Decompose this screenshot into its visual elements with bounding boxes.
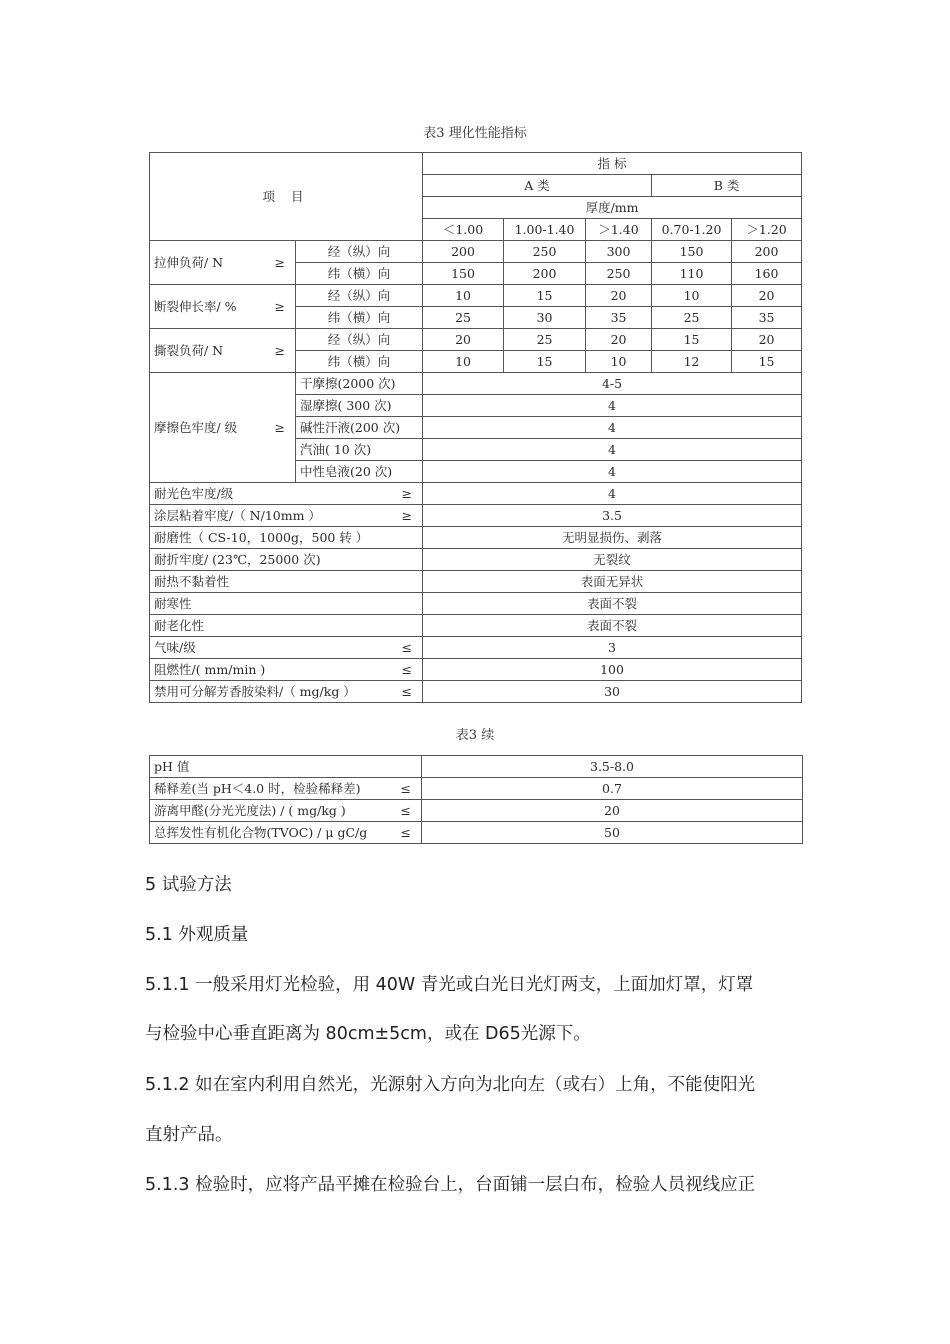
row-label-text: 耐光色牢度/级: [154, 486, 234, 501]
row-label-cell: [150, 505, 423, 527]
table-row: [150, 593, 872, 615]
header-item: 项 目: [150, 153, 423, 241]
table-caption: 表3 理化性能指标: [423, 126, 527, 141]
direction-cell: 经（纵）向: [296, 329, 423, 351]
table-row: [150, 681, 872, 703]
value-cell: 10: [586, 351, 652, 373]
value-cell: 4: [423, 439, 802, 461]
header-sub-col: ＜1.00: [423, 219, 504, 241]
row-label: [154, 417, 291, 438]
value-cell: 3.5-8.0: [422, 756, 803, 778]
value-cell: 15: [504, 351, 586, 373]
physical-chemical-table-continued: [149, 755, 803, 844]
comparison-symbol: ≤: [401, 684, 413, 699]
comparison-symbol: ≥: [274, 255, 285, 270]
value-cell: 150: [652, 241, 732, 263]
value-cell: 20: [586, 285, 652, 307]
table-row: [150, 756, 803, 778]
row-label-cell: [150, 527, 423, 549]
row-label: [154, 778, 417, 799]
value-cell: 无明显损伤、剥落: [423, 527, 802, 549]
sub-item-cell: 碱性汗液(200 次): [296, 417, 423, 439]
row-label-text: 禁用可分解芳香胺染料/（ mg/kg ）: [154, 684, 356, 699]
row-label-text: 断裂伸长率/ %: [154, 299, 237, 314]
row-label-cell: [150, 241, 296, 285]
row-label: [154, 659, 418, 680]
table-row: [150, 285, 872, 307]
value-cell: 35: [586, 307, 652, 329]
row-label-text: 耐热不黏着性: [154, 574, 230, 589]
direction-cell: 纬（横）向: [296, 351, 423, 373]
value-cell: 50: [422, 822, 803, 844]
value-cell: 4-5: [423, 373, 802, 395]
row-label-text: 涂层粘着牢度/（ N/10mm ）: [154, 508, 321, 523]
row-label-text: 拉伸负荷/ N: [154, 255, 224, 270]
value-cell: 15: [504, 285, 586, 307]
value-cell: 20: [732, 329, 802, 351]
row-label-cell: [150, 571, 423, 593]
row-label: [154, 571, 418, 592]
row-label-text: 总挥发性有机化合物(TVOC) / μ gC/g: [154, 825, 368, 840]
row-label-text: 游离甲醛(分光光度法) / ( mg/kg ): [154, 803, 346, 818]
table-row: [150, 778, 803, 800]
header-index: 指 标: [423, 153, 802, 175]
value-cell: 30: [423, 681, 802, 703]
value-cell: 20: [422, 800, 803, 822]
table-row: [150, 549, 872, 571]
value-cell: 300: [586, 241, 652, 263]
row-label-cell: [150, 659, 423, 681]
value-cell: 4: [423, 395, 802, 417]
table-row: [150, 527, 872, 549]
paragraph-line: 直射产品。: [145, 1125, 233, 1145]
value-cell: 12: [652, 351, 732, 373]
row-label-cell: [150, 756, 422, 778]
value-cell: 20: [586, 329, 652, 351]
direction-cell: 纬（横）向: [296, 263, 423, 285]
row-label: [154, 549, 418, 570]
header-sub-col: ＞1.20: [732, 219, 802, 241]
table-row: [150, 483, 872, 505]
paragraph-line: 5.1.3 检验时，应将产品平摊在检验台上，台面铺一层白布，检验人员视线应正: [145, 1175, 756, 1195]
value-cell: 表面无异状: [423, 571, 802, 593]
value-cell: 100: [423, 659, 802, 681]
value-cell: 4: [423, 483, 802, 505]
header-group-a: A 类: [423, 175, 652, 197]
row-label-cell: [150, 483, 423, 505]
sub-item-cell: 中性皂液(20 次): [296, 461, 423, 483]
table-row: [150, 615, 872, 637]
value-cell: 35: [732, 307, 802, 329]
value-cell: 160: [732, 263, 802, 285]
paragraph-line: 5.1.2 如在室内利用自然光，光源射入方向为北向左（或右）上角，不能使阳光: [145, 1075, 756, 1095]
comparison-symbol: ≥: [274, 343, 285, 358]
value-cell: 200: [732, 241, 802, 263]
direction-cell: 经（纵）向: [296, 241, 423, 263]
value-cell: 10: [423, 351, 504, 373]
value-cell: 10: [423, 285, 504, 307]
value-cell: 25: [504, 329, 586, 351]
comparison-symbol: ≤: [400, 825, 411, 840]
header-sub-col: 0.70-1.20: [652, 219, 732, 241]
sub-item-cell: 干摩擦(2000 次): [296, 373, 423, 395]
row-label-text: 耐老化性: [154, 618, 205, 633]
row-label: [154, 593, 418, 614]
row-label-cell: [150, 681, 423, 703]
value-cell: 250: [504, 241, 586, 263]
table-row: [150, 505, 872, 527]
row-label-cell: [150, 285, 296, 329]
table-body: [150, 153, 872, 703]
value-cell: 200: [504, 263, 586, 285]
row-label: [154, 800, 417, 821]
comparison-symbol: ≥: [274, 420, 285, 435]
row-label-text: 稀释差(当 pH＜4.0 时，检验稀释差): [154, 781, 361, 796]
value-cell: 150: [423, 263, 504, 285]
row-label: [154, 483, 418, 504]
table-header-row: [150, 153, 872, 175]
value-cell: 3.5: [423, 505, 802, 527]
value-cell: 15: [652, 329, 732, 351]
table-row: [150, 659, 872, 681]
value-cell: 250: [586, 263, 652, 285]
value-cell: 表面不裂: [423, 615, 802, 637]
comparison-symbol: ≤: [401, 662, 413, 677]
table-row: [150, 800, 803, 822]
row-label: [154, 637, 418, 658]
comparison-symbol: ≤: [401, 640, 413, 655]
value-cell: 0.7: [422, 778, 803, 800]
row-label: [154, 615, 418, 636]
value-cell: 4: [423, 461, 802, 483]
value-cell: 15: [732, 351, 802, 373]
comparison-symbol: ≥: [401, 486, 413, 501]
table-row: [150, 637, 872, 659]
row-label: [154, 505, 418, 526]
paragraph-line: 5.1.1 一般采用灯光检验，用 40W 青光或白光日光灯两支，上面加灯罩，灯罩: [145, 975, 754, 995]
row-label-text: 耐折牢度/ (23℃，25000 次): [154, 552, 321, 567]
row-label-text: 耐寒性: [154, 596, 192, 611]
paragraph-line: 与检验中心垂直距离为 80cm±5cm，或在 D65光源下。: [145, 1024, 591, 1044]
value-cell: 25: [423, 307, 504, 329]
table-row: [150, 329, 872, 351]
table-row: [150, 571, 872, 593]
physical-chemical-table: [149, 152, 872, 703]
row-label-text: 撕裂负荷/ N: [154, 343, 224, 358]
value-cell: 20: [732, 285, 802, 307]
value-cell: 表面不裂: [423, 593, 802, 615]
header-group-b: B 类: [652, 175, 802, 197]
row-label-text: 气味/级: [154, 640, 196, 655]
row-label: [154, 340, 291, 361]
row-label-cell: [150, 329, 296, 373]
value-cell: 4: [423, 417, 802, 439]
row-label-cell: [150, 615, 423, 637]
table-row: [150, 241, 872, 263]
row-label-cell: [150, 800, 422, 822]
row-label: [154, 822, 417, 843]
row-label-text: 摩擦色牢度/ 级: [154, 420, 238, 435]
value-cell: 110: [652, 263, 732, 285]
table-row: [150, 822, 803, 844]
value-cell: 25: [652, 307, 732, 329]
value-cell: 20: [423, 329, 504, 351]
row-label-cell: [150, 373, 296, 483]
value-cell: 200: [423, 241, 504, 263]
value-cell: 30: [504, 307, 586, 329]
row-label: [154, 252, 291, 273]
row-label: [154, 681, 418, 702]
value-cell: 10: [652, 285, 732, 307]
sub-item-cell: 湿摩擦( 300 次): [296, 395, 423, 417]
row-label-cell: [150, 778, 422, 800]
row-label-cell: [150, 549, 423, 571]
table-row: [150, 373, 872, 395]
direction-cell: 纬（横）向: [296, 307, 423, 329]
comparison-symbol: ≥: [401, 508, 413, 523]
header-sub-col: ＞1.40: [586, 219, 652, 241]
value-cell: 无裂纹: [423, 549, 802, 571]
row-label-text: 耐磨性（ CS-10，1000g，500 转 ）: [154, 530, 369, 545]
section-heading: 5 试验方法: [145, 875, 232, 895]
table-caption-continued: 表3 续: [455, 728, 495, 743]
row-label-cell: [150, 637, 423, 659]
sub-item-cell: 汽油( 10 次): [296, 439, 423, 461]
row-label-cell: [150, 822, 422, 844]
row-label-cell: [150, 593, 423, 615]
value-cell: 3: [423, 637, 802, 659]
subsection-heading: 5.1 外观质量: [145, 925, 249, 945]
comparison-symbol: ≤: [400, 781, 411, 796]
row-label: [154, 527, 418, 548]
row-label-text: pH 值: [154, 759, 190, 774]
comparison-symbol: ≤: [400, 803, 411, 818]
row-label: [154, 296, 291, 317]
row-label: [154, 756, 417, 777]
comparison-symbol: ≥: [274, 299, 285, 314]
row-label-text: 阻燃性/( mm/min ): [154, 662, 266, 677]
direction-cell: 经（纵）向: [296, 285, 423, 307]
header-sub-col: 1.00-1.40: [504, 219, 586, 241]
table-body: [150, 756, 803, 844]
header-thickness: 厚度/mm: [423, 197, 802, 219]
